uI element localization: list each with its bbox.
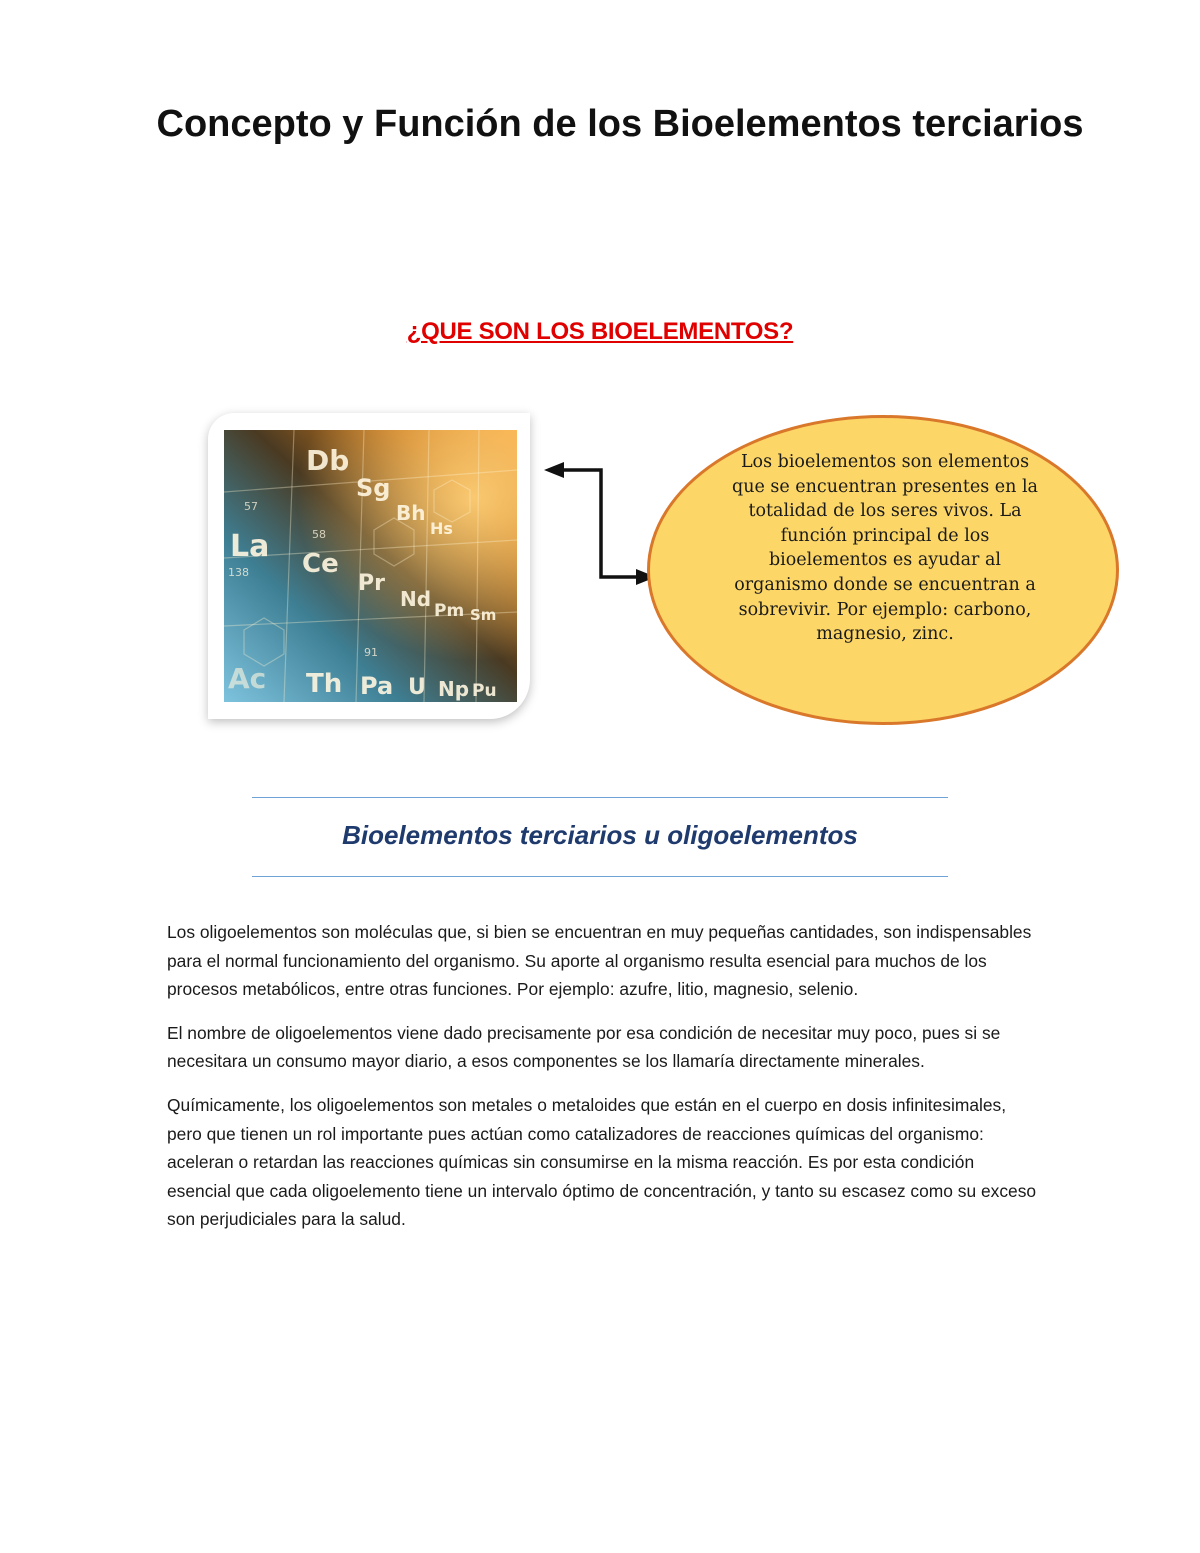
symbol-hs: Hs — [430, 519, 453, 538]
number-57: 57 — [244, 500, 258, 513]
symbol-db: Db — [306, 444, 350, 477]
number-91: 91 — [364, 646, 378, 659]
section-title: Bioelementos terciarios u oligoelementos — [342, 820, 858, 850]
symbol-pu: Pu — [472, 681, 497, 701]
paragraph-3: Químicamente, los oligoelementos son metales o metaloides que están en el cuerpo en dosis infinitesimales, pero que tienen un rol importante pues actúan como catalizadores de reacciones químicas del organismo: aceleran o retardan las reacciones químicas sin consumirse en la misma reacción. Es por esta condición esencial que cada oligoelemento tiene un intervalo óptimo de concentración, y tanto su escasez como su exceso son perjudiciales para la salud. — [167, 1094, 1037, 1230]
symbol-ac: Ac — [228, 662, 267, 695]
symbol-la: La — [230, 529, 270, 564]
question-heading: ¿QUE SON LOS BIOELEMENTOS? — [406, 318, 794, 345]
symbol-bh: Bh — [396, 501, 426, 525]
body-text — [167, 918, 1037, 1249]
symbol-sm: Sm — [470, 606, 497, 624]
symbol-nd: Nd — [400, 587, 432, 611]
paragraph-1: Los oligoelementos son moléculas que, si bien se encuentran en muy pequeñas cantidades, son indispensables para el normal funcionamiento del organismo. Su aporte al organismo resulta esencial para muchos de los procesos metabólicos, entre otras funciones. Por ejemplo: azufre, litio, magnesio, selenio. — [167, 922, 1032, 1000]
section-rule-bottom — [252, 876, 948, 877]
symbol-u: U — [408, 675, 426, 700]
symbol-pr: Pr — [358, 571, 385, 596]
number-58: 58 — [312, 528, 326, 541]
paragraph-2: El nombre de oligoelementos viene dado precisamente por esa condición de necesitar muy poco, pues si se necesitara un consumo mayor diario, a esos componentes se los llamaría directamente minerales. — [167, 1022, 1001, 1072]
connector-arrow — [540, 455, 660, 585]
page-title: Concepto y Función de los Bioelementos terciarios — [156, 103, 1084, 145]
periodic-table-image — [208, 413, 530, 719]
symbol-sg: Sg — [356, 474, 391, 502]
number-138: 138 — [228, 566, 249, 579]
bubble-text: Los bioelementos son elementos que se encuentran presentes en la totalidad de los seres vivos. La función principal de los bioelementos es ayudar al organismo donde se encuentran a sobrevivir. Por ejemplo: carbono, magnesio, zinc. — [732, 452, 1038, 645]
symbol-pa: Pa — [360, 672, 394, 700]
periodic-table-illustration — [224, 430, 517, 702]
symbol-pm: Pm — [434, 601, 465, 621]
symbol-np: Np — [438, 677, 470, 701]
section-rule-top — [252, 797, 948, 798]
symbol-ce: Ce — [302, 549, 339, 579]
symbol-th: Th — [306, 669, 343, 699]
